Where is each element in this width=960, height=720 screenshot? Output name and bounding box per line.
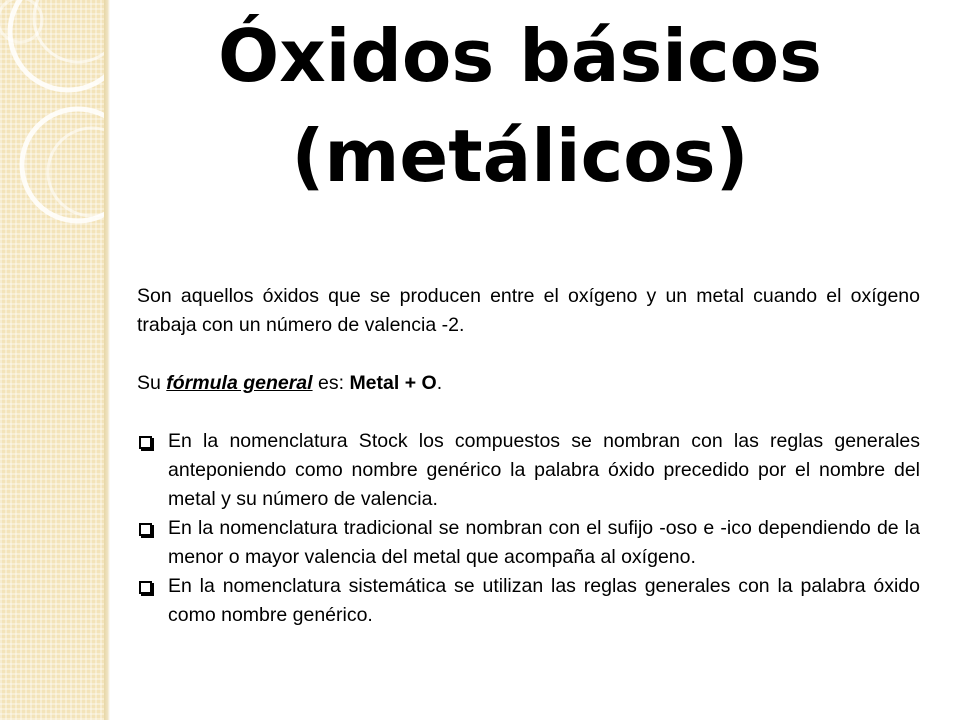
formula-middle: es:	[318, 372, 345, 394]
bullet-item-tradicional	[137, 514, 920, 572]
decorative-rings	[0, 0, 104, 720]
ring-large	[10, 0, 104, 90]
bullet-list	[137, 427, 920, 630]
decorative-side-band	[0, 0, 104, 720]
bullet-item-stock	[137, 427, 920, 514]
ring-inner	[34, 0, 104, 62]
formula-line	[137, 369, 920, 398]
ring-middle-inner	[48, 128, 104, 216]
square-bullet-icon	[139, 436, 152, 449]
title-line-1: Óxidos básicos	[218, 14, 822, 98]
side-band-edge	[104, 0, 110, 720]
formula-expression: Metal + O	[349, 372, 437, 394]
square-bullet-icon	[139, 523, 152, 536]
intro-paragraph: Son aquellos óxidos que se producen entre el oxígeno y un metal cuando el oxígeno trabaja con un número de valencia -2.	[137, 285, 920, 336]
bullet-item-sistematica	[137, 572, 920, 630]
formula-suffix: .	[436, 372, 443, 394]
square-bullet-icon	[139, 581, 152, 594]
formula-term: fórmula general	[166, 372, 313, 394]
bullet-text: En la nomenclatura tradicional se nombran con el sufijo -oso e -ico dependiendo de la menor o mayor valencia del metal que acompaña al oxígeno.	[168, 517, 920, 568]
slide-title	[180, 6, 860, 206]
formula-prefix: Su	[137, 372, 161, 394]
ring-small	[0, 0, 42, 42]
bullet-text: En la nomenclatura sistemática se utilizan las reglas generales con la palabra óxido como nombre genérico.	[168, 575, 920, 626]
title-line-2: (metálicos)	[291, 114, 749, 198]
slide-body	[137, 282, 920, 630]
bullet-text: En la nomenclatura Stock los compuestos se nombran con las reglas generales anteponiendo como nombre genérico la palabra óxido precedido por el nombre del metal y su número de valencia.	[168, 430, 920, 510]
